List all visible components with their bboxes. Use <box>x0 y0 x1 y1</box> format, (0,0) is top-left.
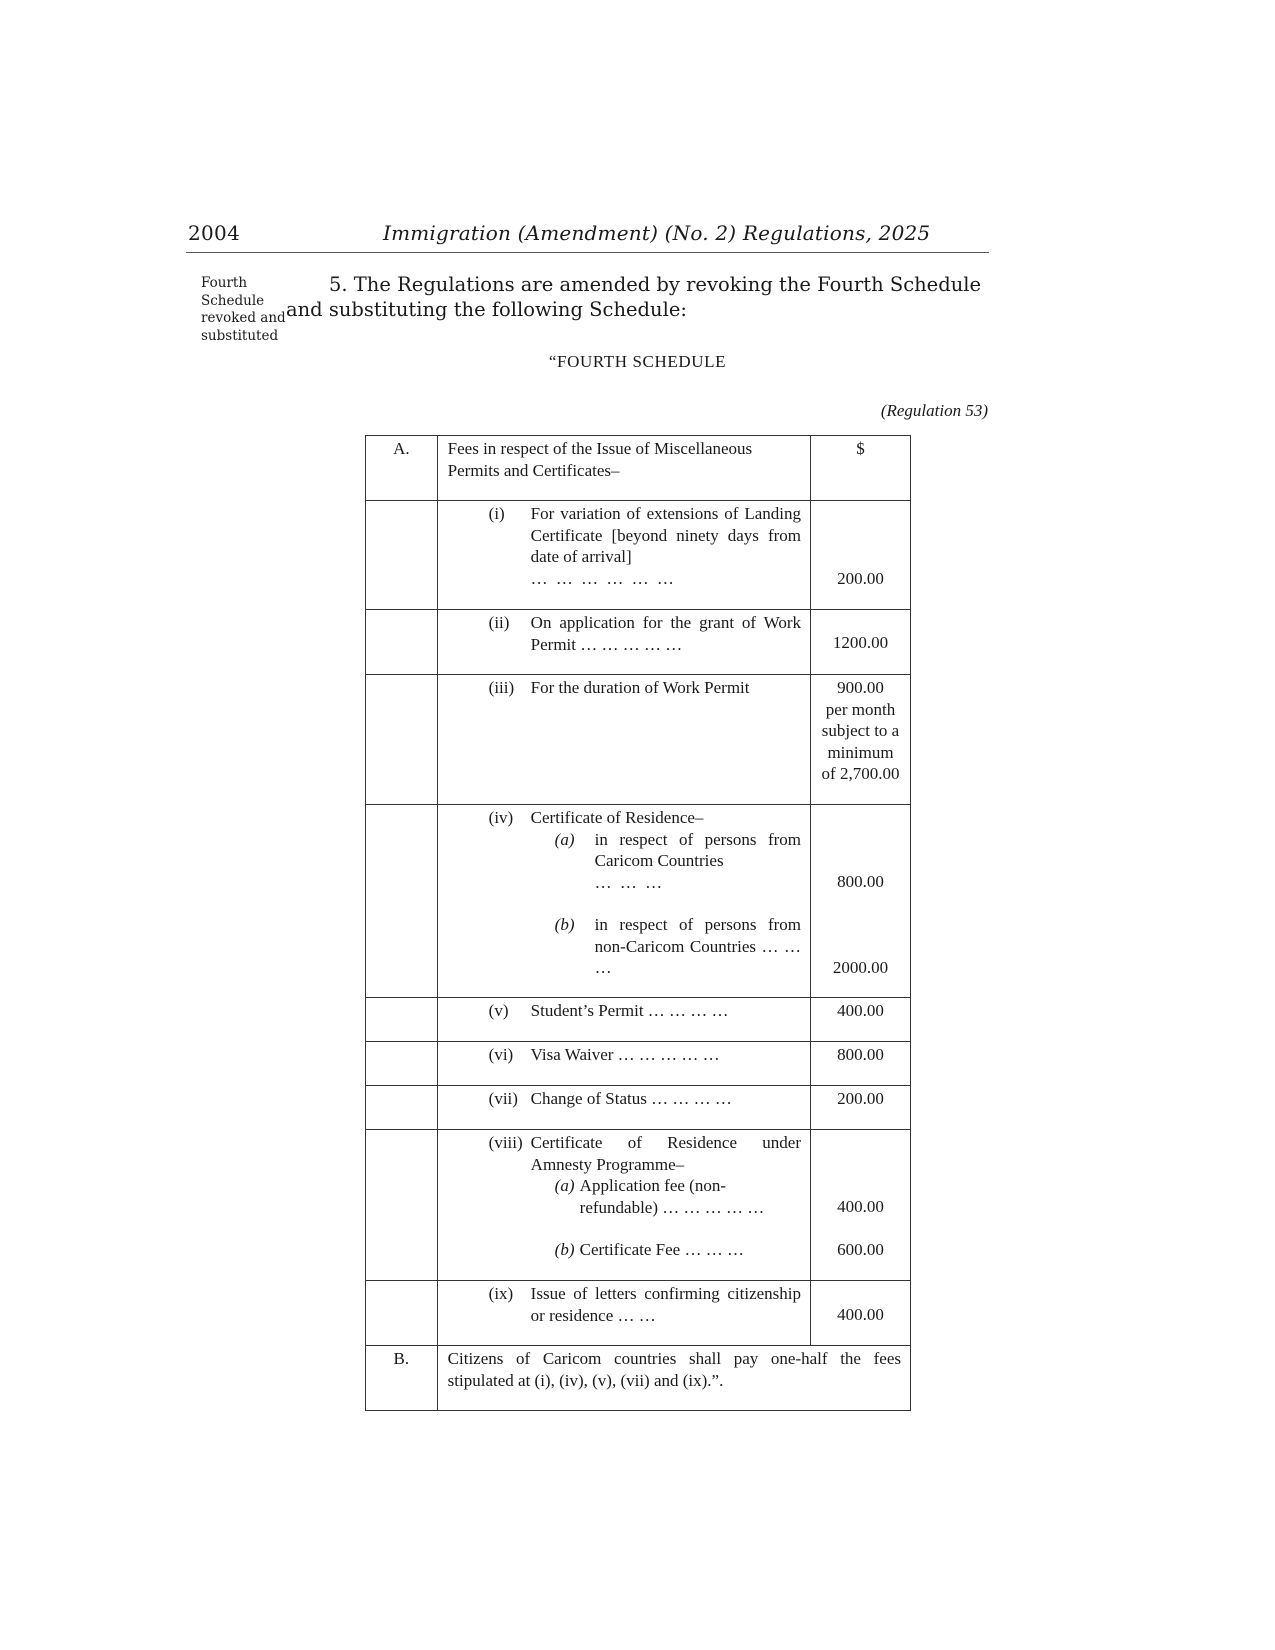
table-row <box>366 675 911 805</box>
running-header-title: Immigration (Amendment) (No. 2) Regulations, 2025 <box>383 221 931 245</box>
subitem-label: (a) <box>554 1176 575 1195</box>
section-5-line-1: 5. The Regulations are amended by revoking the Fourth Schedule <box>329 273 982 296</box>
fee-subitem-viii-b <box>448 1239 801 1261</box>
fee-subitem-iv-b <box>448 914 801 979</box>
table-row <box>366 998 911 1042</box>
section-5-paragraph <box>286 272 989 322</box>
currency-symbol: $ <box>811 436 911 501</box>
fee-item-text: Visa Waiver … … … … … <box>530 1045 720 1064</box>
fee-item-ix <box>448 1283 801 1326</box>
subitem-text: refundable) … … … … … <box>579 1197 765 1217</box>
table-row <box>366 1130 911 1281</box>
fee-item-vi <box>448 1044 801 1066</box>
fee-amount: 400.00 <box>811 998 911 1042</box>
fee-amount: 200.00 <box>811 501 911 610</box>
subitem-label: (b) <box>554 1240 575 1259</box>
margin-note <box>201 275 291 345</box>
roman-numeral: (v) <box>488 1001 509 1020</box>
roman-numeral: (iii) <box>488 678 515 697</box>
fees-table <box>365 435 911 1411</box>
regulation-reference: (Regulation 53) <box>880 401 988 420</box>
fee-amount-line: subject to a <box>821 721 900 740</box>
subitem-text: in respect of persons from Caricom Countries <box>594 829 802 870</box>
fee-subitem-viii-a <box>448 1175 801 1218</box>
margin-note-line: substituted <box>201 327 279 344</box>
fee-amount: 800.00 <box>837 872 884 891</box>
roman-numeral: (vii) <box>488 1089 518 1108</box>
fee-amount: 200.00 <box>811 1086 911 1130</box>
table-row <box>366 436 911 501</box>
section-5-line-2: and substituting the following Schedule: <box>286 298 687 321</box>
section-a-heading: Fees in respect of the Issue of Miscellaneous Permits and Certificates– <box>437 436 810 501</box>
fee-amount: 800.00 <box>811 1042 911 1086</box>
section-b-text: Citizens of Caricom countries shall pay one-half the fees stipulated at (i), (iv), (v), (vii) and (ix).”. <box>437 1346 910 1411</box>
roman-numeral: (viii) <box>488 1133 523 1152</box>
fee-item-text: Issue of letters confirming citizenship or residence … … <box>530 1284 802 1325</box>
fee-item-text: For the duration of Work Permit <box>530 678 750 697</box>
fee-item-iii <box>448 677 801 699</box>
leader-dots: … … … … … … <box>530 568 676 588</box>
subitem-text: Certificate Fee … … … <box>579 1240 744 1259</box>
roman-numeral: (ii) <box>488 613 510 632</box>
table-row <box>366 501 911 610</box>
table-row <box>366 1042 911 1086</box>
fee-item-iv <box>448 807 801 829</box>
table-row <box>366 805 911 998</box>
fee-item-text: On application for the grant of Work Permit … … … … … <box>530 613 802 654</box>
fee-amount: 400.00 <box>837 1197 884 1216</box>
fee-subitem-iv-a <box>448 829 801 894</box>
fee-amount: 600.00 <box>837 1239 884 1259</box>
fee-amount-line: of 2,700.00 <box>821 764 900 783</box>
fee-item-i <box>448 503 801 589</box>
table-row <box>366 1281 911 1346</box>
page-number: 2004 <box>188 221 241 245</box>
header-rule <box>186 252 989 253</box>
fee-item-v <box>448 1000 801 1022</box>
fee-item-viii <box>448 1132 801 1175</box>
schedule-title: “FOURTH SCHEDULE <box>548 352 727 371</box>
section-a-letter: A. <box>366 436 438 501</box>
fee-amount-line: 900.00 <box>837 678 884 697</box>
roman-numeral: (iv) <box>488 808 514 827</box>
roman-numeral: (ix) <box>488 1284 514 1303</box>
subitem-text: in respect of persons from non-Caricom Countries … … … <box>594 915 802 977</box>
margin-note-line: revoked and <box>201 310 286 326</box>
table-row <box>366 1346 911 1411</box>
fee-item-text: Student’s Permit … … … … <box>530 1001 729 1020</box>
fee-item-text: Certificate of Residence under Amnesty Programme– <box>530 1133 802 1174</box>
fee-amount: 400.00 <box>811 1281 911 1346</box>
fee-item-text: For variation of extensions of Landing Certificate [beyond ninety days from date of arrival] <box>530 504 802 566</box>
roman-numeral: (vi) <box>488 1045 514 1064</box>
fee-item-ii <box>448 612 801 655</box>
subitem-label: (a) <box>554 829 575 849</box>
margin-note-line: Schedule <box>201 292 265 309</box>
fee-amount <box>811 675 911 805</box>
fee-amount-line: minimum <box>827 742 894 762</box>
table-row <box>366 1086 911 1130</box>
fee-item-text: Certificate of Residence– <box>530 808 704 827</box>
section-b-letter: B. <box>366 1346 438 1411</box>
subitem-text: Application fee (non- <box>579 1176 727 1195</box>
roman-numeral: (i) <box>488 504 505 523</box>
fee-amount: 1200.00 <box>811 610 911 675</box>
fee-amount-line: per month <box>825 699 896 719</box>
fee-amount: 2000.00 <box>832 957 889 977</box>
subitem-label: (b) <box>554 915 575 934</box>
fee-item-text: Change of Status … … … … <box>530 1089 732 1108</box>
leader-dots: … … … <box>594 872 665 892</box>
table-row <box>366 610 911 675</box>
fee-item-vii <box>448 1088 801 1110</box>
margin-note-line: Fourth <box>201 275 248 291</box>
